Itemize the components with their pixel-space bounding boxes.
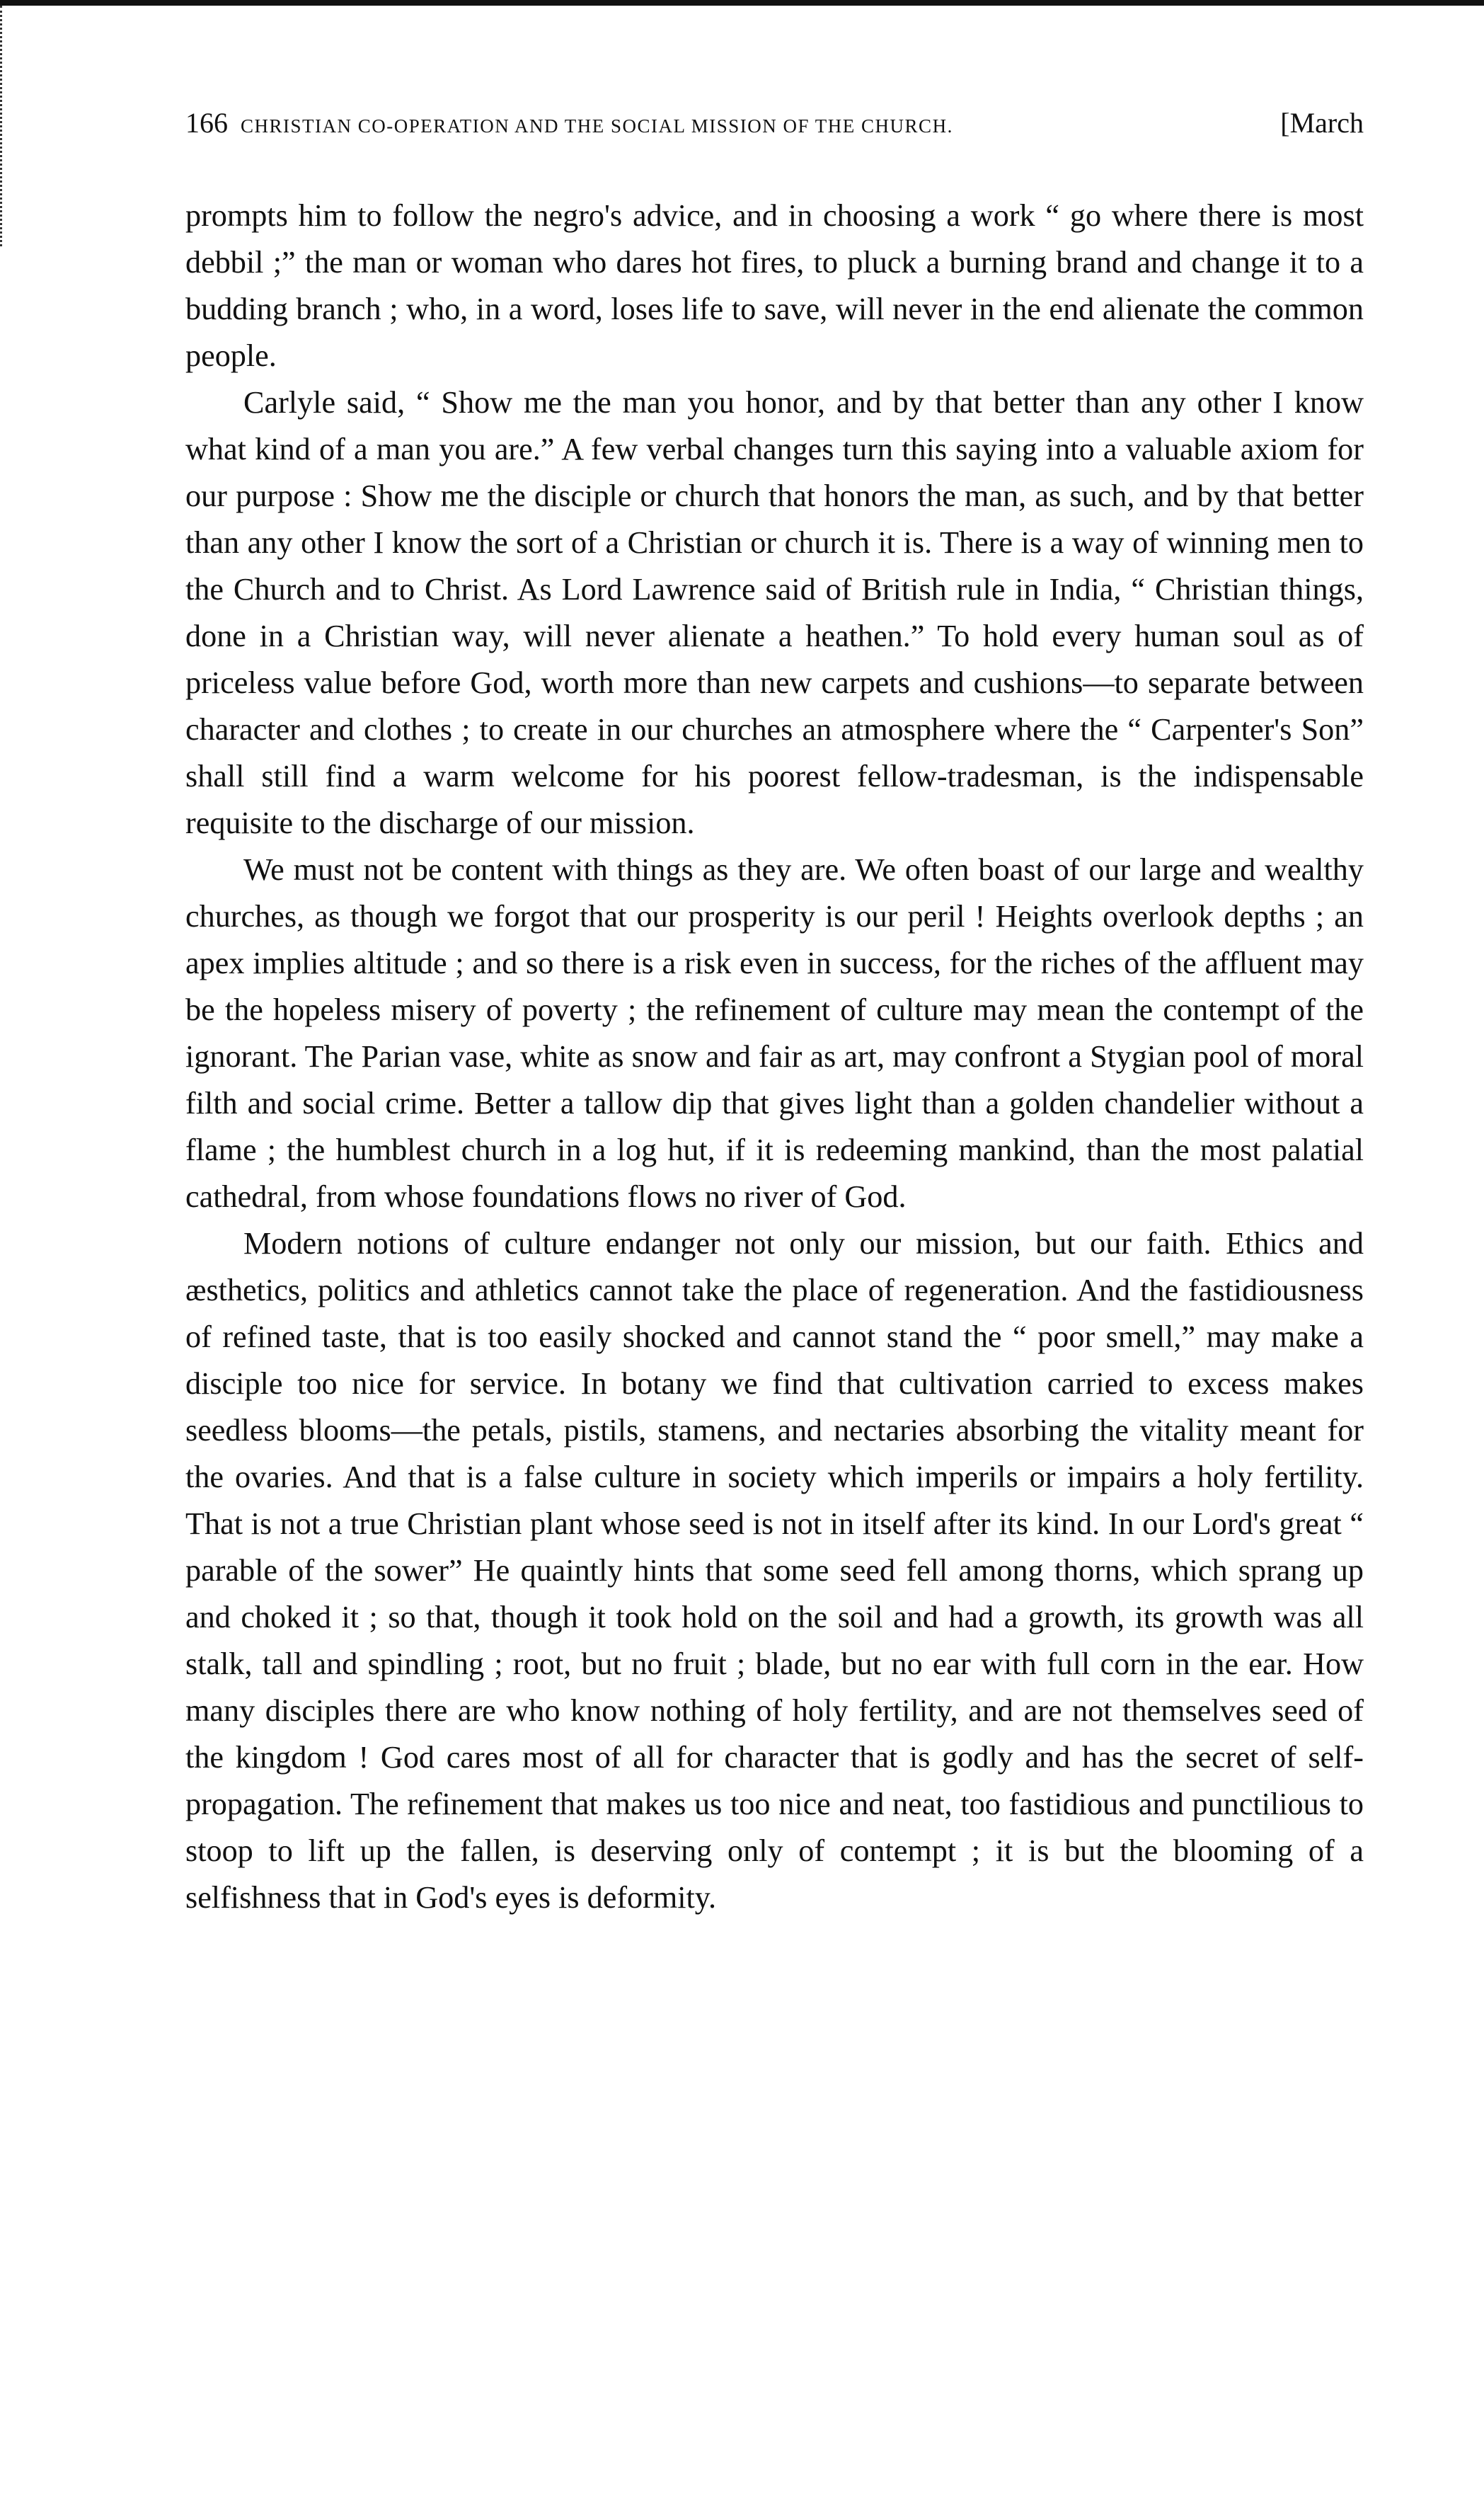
paragraph-continuation: prompts him to follow the negro's advice, and in choosing a work “ go where there is most debbil ;” the man or woman who dares hot fires, to pluck a burning brand and change it to a budding branch ; who, in a word, loses life to save, will never in the end alienate the common people. (185, 198, 1364, 373)
running-head (185, 106, 1364, 156)
running-head-title: CHRISTIAN CO-OPERATION AND THE SOCIAL MISSION OF THE CHURCH. (241, 115, 953, 137)
paragraph-culture: Modern notions of culture endanger not only our mission, but our faith. Ethics and æsthetics, politics and athletics cannot take the place of regeneration. And the fastidiousness of refined taste, that is too easily shocked and cannot stand the “ poor smell,” may make a disciple too nice for service. In botany we find that cultivation carried to excess makes seedless blooms—the petals, pistils, stamens, and nectaries absorbing the vitality meant for the ovaries. And that is a false culture in society which imperils or impairs a holy fertility. That is not a true Christian plant whose seed is not in itself after its kind. In our Lord's great “ parable of the sower” He quaintly hints that some seed fell among thorns, which sprang up and choked it ; so that, though it took hold on the soil and had a growth, its growth was all stalk, tall and spindling ; root, but no fruit ; blade, but no ear with full corn in the ear. How many disciples there are who know nothing of holy fertility, and are not themselves seed of the kingdom ! God cares most of all for character that is godly and has the secret of self-propagation. The refinement that makes us too nice and neat, too fastidious and punctilious to stoop to lift up the fallen, is deserving only of contempt ; it is but the blooming of a selfishness that in God's eyes is deformity. (185, 1226, 1364, 1915)
paragraph-content: We must not be content with things as they are. We often boast of our large and wealthy churches, as though we forgot that our prosperity is our peril ! Heights overlook depths ; an apex implies altitude ; and so there is a risk even in success, for the riches of the affluent may be the hopeless misery of poverty ; the refinement of culture may mean the contempt of the ignorant. The Parian vase, white as snow and fair as art, may confront a Stygian pool of moral filth and social crime. Better a tallow dip that gives light than a golden chandelier without a flame ; the humblest church in a log hut, if it is redeeming mankind, than the most palatial cathedral, from whose foundations flows no river of God. (185, 852, 1364, 1214)
page-number: 166 (185, 107, 228, 139)
paragraph-carlyle: Carlyle said, “ Show me the man you honor, and by that better than any other I know what kind of a man you are.” A few verbal changes turn this saying into a valuable axiom for our purpose : Show me the disciple or church that honors the man, as such, and by that better than any other I know the sort of a Christian or church it is. There is a way of winning men to the Church and to Christ. As Lord Lawrence said of British rule in India, “ Christian things, done in a Christian way, will never alienate a heathen.” To hold every human soul as of priceless value before God, worth more than new carpets and cushions—to separate between character and clothes ; to create in our churches an atmosphere where the “ Carpenter's Son” shall still find a warm welcome for his poorest fellow-tradesman, is the indispensable requisite to the discharge of our mission. (185, 385, 1364, 840)
book-page (185, 106, 1364, 1921)
left-margin-marks (0, 6, 5, 246)
top-border-rule (0, 0, 1484, 6)
running-head-month: [March (1280, 107, 1364, 139)
body-text (185, 193, 1364, 1921)
